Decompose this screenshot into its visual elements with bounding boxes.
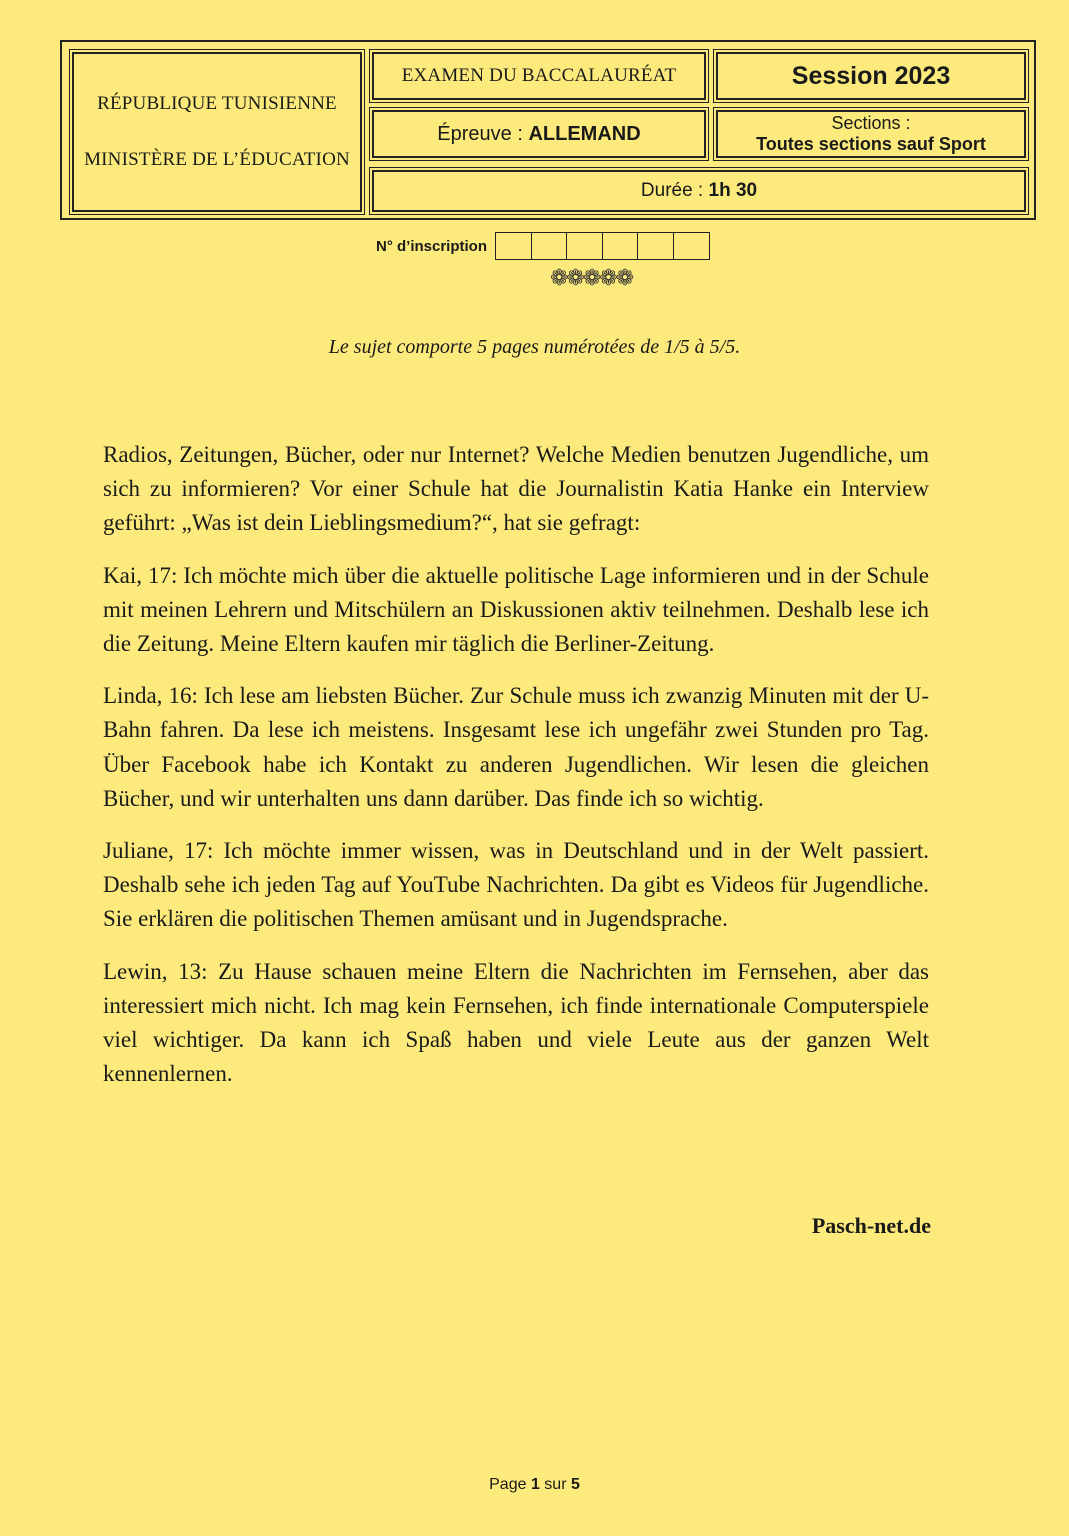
juliane-paragraph: Juliane, 17: Ich möchte immer wissen, was in Deutschland und in der Welt passiert. Deshalb sehe ich jeden Tag auf YouTube Nachrichten. Da gibt es Videos für Jugendliche. Sie erklären die politischen Themen amüsant und in Jugendsprache. xyxy=(103,838,929,932)
ministry-name: MINISTÈRE DE L’ÉDUCATION xyxy=(84,149,350,170)
intro-paragraph: Radios, Zeitungen, Bücher, oder nur Internet? Welche Medien benutzen Jugendliche, um sich zu informieren? Vor einer Schule hat die Journalistin Katia Hanke ein Interview geführt: „Was ist dein Lieblingsmedium?“, hat sie gefragt: xyxy=(103,442,929,536)
subject-cell xyxy=(372,110,706,158)
subject-prefix: Épreuve : xyxy=(437,122,529,145)
reading-text xyxy=(103,438,929,1109)
exam-header xyxy=(60,40,1036,220)
inscription-digit-box[interactable] xyxy=(603,233,639,259)
kai-paragraph: Kai, 17: Ich möchte mich über die aktuelle politische Lage informieren und in der Schule mit meinen Lehrern und Mitschülern an Diskussionen aktiv teilnehmen. Deshalb lese ich die Zeitung. Meine Eltern kaufen mir täglich die Berliner-Zeitung. xyxy=(103,562,929,657)
sections-cell xyxy=(716,110,1026,158)
session-cell xyxy=(716,52,1026,100)
sections-label: Sections : xyxy=(831,113,911,133)
inscription-digit-box[interactable] xyxy=(496,233,532,259)
exam-title-cell xyxy=(372,52,706,100)
lewin-paragraph: Lewin, 13: Zu Hause schauen meine Eltern die Nachrichten im Fernsehen, aber das interessiert mich nicht. Ich mag kein Fernsehen, ich finde internationale Computerspiele viel wichtiger. Da kann ich Spaß haben und viele Leute aus der ganzen Welt kennenlernen. xyxy=(103,958,929,1087)
linda-paragraph: Linda, 16: Ich lese am liebsten Bücher. Zur Schule muss ich zwanzig Minuten mit der U-Bahn fahren. Da lese ich meistens. Insgesamt lese ich ungefähr zwei Stunden pro Tag. Über Facebook habe ich Kontakt zu anderen Jugendlichen. Wir lesen die gleichen Bücher, und wir unterhalten uns dann darüber. Das finde ich so wichtig. xyxy=(103,683,929,811)
session-label: Session 2023 xyxy=(791,61,951,90)
footer-page-total: 5 xyxy=(570,1476,580,1493)
duration-label xyxy=(641,180,757,202)
footer-page-word: Page xyxy=(489,1476,531,1493)
subject-value: ALLEMAND xyxy=(528,122,641,145)
sections-value: Toutes sections sauf Sport xyxy=(756,134,986,154)
inscription-boxes[interactable] xyxy=(495,232,710,260)
subject-label xyxy=(437,123,640,146)
ornament-divider: ❁❁❁❁❁ xyxy=(550,266,633,291)
footer-of-word: sur xyxy=(539,1476,571,1493)
text-source: Pasch-net.de xyxy=(811,1213,931,1238)
footer-page-current: 1 xyxy=(530,1476,540,1493)
subject-page-note: Le sujet comporte 5 pages numérotées de 1/5 à 5/5. xyxy=(328,336,741,358)
page-footer xyxy=(0,1476,1069,1494)
inscription-label: N° d’inscription xyxy=(376,237,487,255)
duration-value: 1h 30 xyxy=(708,180,758,201)
inscription-digit-box[interactable] xyxy=(567,233,603,259)
institution-cell xyxy=(72,52,362,212)
inscription-digit-box[interactable] xyxy=(638,233,674,259)
country-name: RÉPUBLIQUE TUNISIENNE xyxy=(97,93,337,114)
duration-prefix: Durée : xyxy=(640,180,709,201)
exam-title: EXAMEN DU BACCALAURÉAT xyxy=(401,65,677,86)
inscription-digit-box[interactable] xyxy=(674,233,710,259)
inscription-field xyxy=(376,232,710,260)
inscription-digit-box[interactable] xyxy=(532,233,568,259)
duration-cell xyxy=(372,170,1026,212)
